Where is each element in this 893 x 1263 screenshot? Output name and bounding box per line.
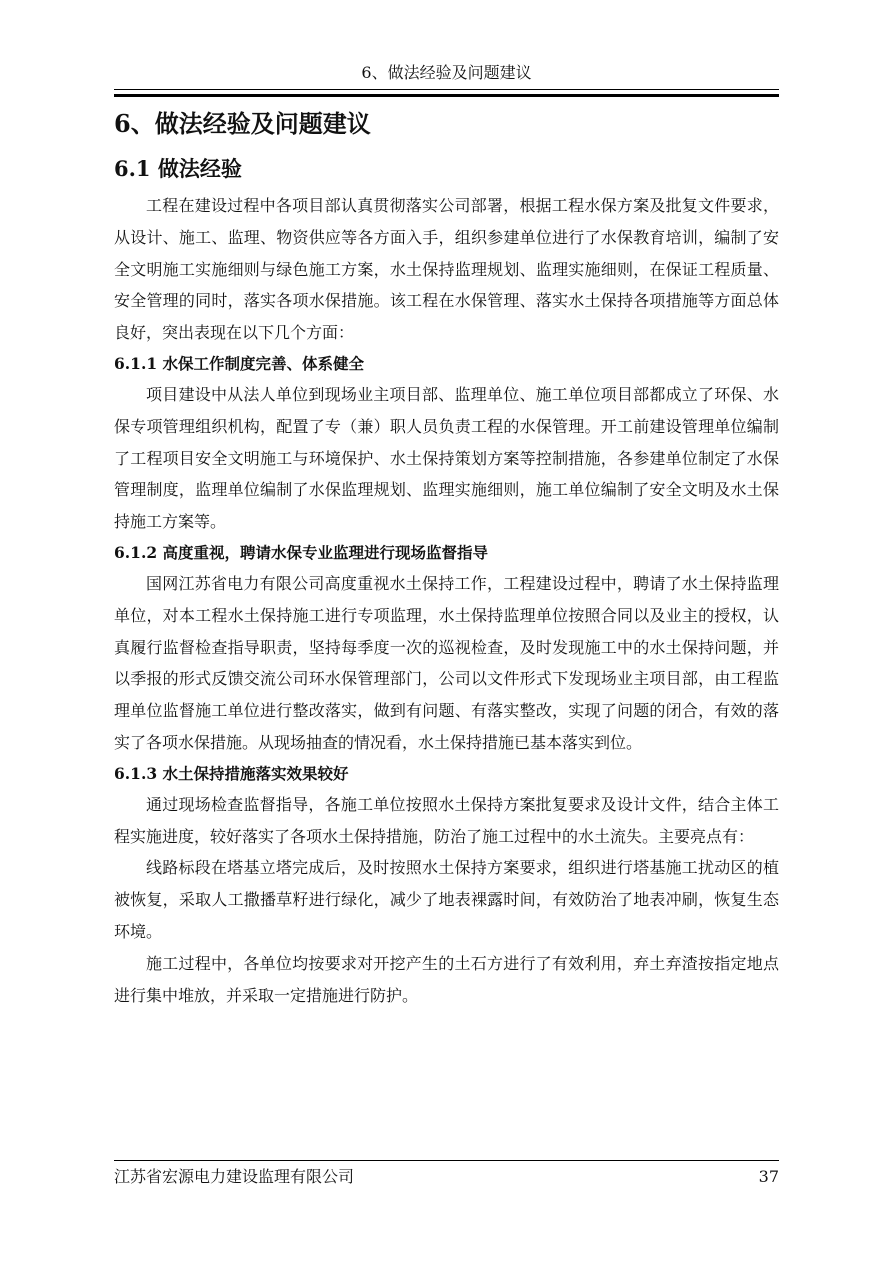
item-heading: 6.1.1 水保工作制度完善、体系健全 (114, 353, 365, 373)
running-header: 6、做法经验及问题建议 (361, 63, 532, 82)
section-title: 6、做法经验及问题建议 (114, 109, 371, 138)
body-paragraph: 线路标段在塔基立塔完成后，及时按照水土保持方案要求，组织进行塔基施工扰动区的植被恢复，采取人工撒播草籽进行绿化，减少了地表裸露时间，有效防治了地表冲刷，恢复生态环境。 (114, 858, 779, 941)
body-paragraph: 通过现场检查监督指导，各施工单位按照水土保持方案批复要求及设计文件，结合主体工程实施进度，较好落实了各项水土保持措施，防治了施工过程中的水土流失。主要亮点有： (114, 794, 779, 846)
item-heading: 6.1.2 高度重视，聘请水保专业监理进行现场监督指导 (114, 542, 489, 562)
page-number: 37 (758, 1167, 779, 1186)
footer-rule (114, 1160, 779, 1161)
intro-paragraph: 工程在建设过程中各项目部认真贯彻落实公司部署，根据工程水保方案及批复文件要求，从设计、施工、监理、物资供应等各方面入手，组织参建单位进行了水保教育培训，编制了安全文明施工实施细则与绿色施工方案，水土保持监理规划、监理实施细则，在保证工程质量、安全管理的同时，落实各项水保措施。该工程在水保管理、落实水土保持各项措施等方面总体良好，突出表现在以下几个方面： (114, 196, 779, 343)
body-paragraph: 项目建设中从法人单位到现场业主项目部、监理单位、施工单位项目部都成立了环保、水保专项管理组织机构，配置了专（兼）职人员负责工程的水保管理。开工前建设管理单位编制了工程项目安全文明施工与环境保护、水土保持策划方案等控制措施，各参建单位制定了水保管理制度，监理单位编制了水保监理规划、监理实施细则，施工单位编制了安全文明及水土保持施工方案等。 (114, 384, 779, 532)
header-rule (114, 89, 779, 97)
body-paragraph: 国网江苏省电力有限公司高度重视水土保持工作，工程建设过程中，聘请了水土保持监理单位，对本工程水土保持施工进行专项监理，水土保持监理单位按照合同以及业主的授权，认真履行监督检查指导职责，坚持每季度一次的巡视检查，及时发现施工中的水土保持问题，并以季报的形式反馈交流公司环水保管理部门，公司以文件形式下发现场业主项目部，由工程监理单位监督施工单位进行整改落实，做到有问题、有落实整改，实现了问题的闭合，有效的落实了各项水保措施。从现场抽查的情况看，水土保持措施已基本落实到位。 (114, 573, 779, 752)
item-heading: 6.1.3 水土保持措施落实效果较好 (114, 763, 349, 783)
page-footer (114, 1166, 779, 1188)
footer-company: 江苏省宏源电力建设监理有限公司 (114, 1167, 355, 1186)
page-body (114, 104, 779, 1011)
subsection-title: 6.1 做法经验 (114, 156, 242, 181)
body-paragraph: 施工过程中，各单位均按要求对开挖产生的土石方进行了有效利用，弃土弃渣按指定地点进行集中堆放，并采取一定措施进行防护。 (114, 953, 779, 1005)
